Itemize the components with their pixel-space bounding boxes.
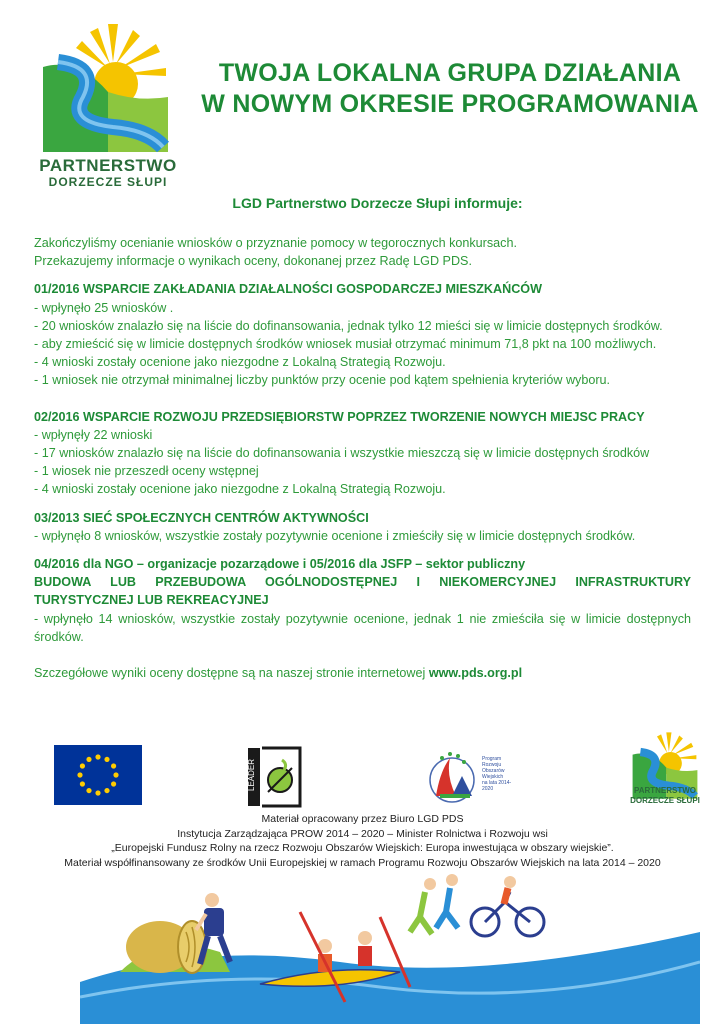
prow-line: na lata 2014-2020 xyxy=(482,780,512,792)
section-line: - 17 wniosków znalazło się na liście do dofinansowania i wszystkie mieszczą się w limicie dostępnych środków xyxy=(34,446,650,461)
river-activities-illustration xyxy=(80,872,700,1024)
section-line: - 4 wnioski zostały ocenione jako niezgodne z Lokalną Strategią Rozwoju. xyxy=(34,355,446,370)
eu-star-icon xyxy=(95,754,100,759)
eu-star-icon xyxy=(104,788,109,793)
small-logo-wordmark xyxy=(620,786,710,806)
website-link[interactable]: www.pds.org.pl xyxy=(428,666,523,681)
prow-line: Obszarów xyxy=(482,768,505,774)
eu-star-icon xyxy=(111,763,116,768)
section-line: - 4 wnioski zostały ocenione jako niezgodne z Lokalną Strategią Rozwoju. xyxy=(34,482,446,497)
eu-star-icon xyxy=(86,788,91,793)
section-line: - 1 wiosek nie przeszedł oceny wstępnej xyxy=(34,464,259,479)
eu-star-icon xyxy=(95,790,100,795)
details-text: Szczegółowe wyniki oceny dostępne są na naszej stronie internetowej xyxy=(34,666,429,681)
cyclist-icon xyxy=(471,876,544,936)
intro-line: Zakończyliśmy ocenianie wniosków o przyznanie pomocy w tegorocznych konkursach. xyxy=(34,236,517,250)
section-line: - wpłynęły 22 wnioski xyxy=(34,427,153,442)
section-title: 03/2013 SIEĆ SPOŁECZNYCH CENTRÓW AKTYWNOŚCI xyxy=(34,510,369,525)
eu-star-icon xyxy=(113,772,118,777)
eu-star-icon xyxy=(104,757,109,762)
eu-star-icon xyxy=(80,781,85,786)
section-line: - aby zmieścić się w limicie dostępnych środków wniosek musiał otrzymać minimum 71,8 pkt na 100 możliwych. xyxy=(34,337,657,352)
small-logo-line2: DORZECZE SŁUPI xyxy=(630,796,700,805)
intro-line: Przekazujemy informacje o wynikach oceny, dokonanej przez Radę LGD PDS. xyxy=(34,254,472,269)
section-subtitle: BUDOWA LUB PRZEBUDOWA OGÓLNODOSTĘPNEJ I NIEKOMERCYJNEJ INFRASTRUKTURY TURYSTYCZNEJ LUB REKREACYJNEJ xyxy=(34,575,691,608)
logo-wordmark xyxy=(38,157,178,191)
details-line xyxy=(34,664,691,682)
title-line1: TWOJA LOKALNA GRUPA DZIAŁANIA xyxy=(218,59,682,87)
prow-line: Rozwoju xyxy=(482,762,502,768)
section-line: - wpłynęło 8 wniosków, wszystkie zostały pozytywnie ocenione i zmieściły się w limicie dostępnych środków. xyxy=(34,528,636,543)
section-title: 04/2016 dla NGO – organizacje pozarządowe i 05/2016 dla JSFP – sektor publiczny xyxy=(34,557,526,572)
logo-line1: PARTNERSTWO xyxy=(39,156,177,175)
prow-line: Program xyxy=(482,756,502,762)
announcement-body xyxy=(34,234,691,682)
eu-star-icon xyxy=(111,781,116,786)
river-sun-logo-icon xyxy=(38,22,173,152)
eu-star-icon xyxy=(86,757,91,762)
footer-line: Instytucja Zarządzająca PROW 2014 – 2020 – Minister Rolnictwa i Rozwoju wsi xyxy=(177,827,548,840)
section-line: - 20 wniosków znalazło się na liście do dofinansowania, jednak tylko 12 mieści się w limicie dostępnych środków. xyxy=(34,318,663,333)
leader-label: LEADER xyxy=(247,758,256,791)
prow-line: Wiejskich xyxy=(482,774,504,780)
section-line: - wpłynęło 25 wniosków . xyxy=(34,300,174,315)
inform-heading: LGD Partnerstwo Dorzecze Słupi informuje: xyxy=(232,195,523,211)
small-logo-line1: PARTNERSTWO xyxy=(633,786,697,795)
section-line: - wpłynęło 14 wniosków, wszystkie zostały pozytywnie ocenione, jednak 1 nie zmieściła się w limicie dostępnych środków. xyxy=(34,611,691,644)
footer-line: Materiał opracowany przez Biuro LGD PDS xyxy=(261,813,464,825)
title-line2: W NOWYM OKRESIE PROGRAMOWANIA xyxy=(201,90,699,118)
prow-logo xyxy=(422,746,522,808)
prow-emblem-icon xyxy=(422,746,480,806)
footer-line: „Europejski Fundusz Rolny na rzecz Rozwoju Obszarów Wiejskich: Europa inwestująca w obszary wiejskie”. xyxy=(111,842,614,854)
prow-text xyxy=(482,756,522,792)
section-line: - 1 wniosek nie otrzymał minimalnej liczby punktów przy ocenie pod kątem spełnienia kryteriów wyboru. xyxy=(34,373,611,388)
hay-bale-icon xyxy=(126,921,206,973)
footer-line: Materiał współfinansowany ze środków Unii Europejskiej w ramach Programu Rozwoju Obszarów Wiejskich na lata 2014 – 2020 xyxy=(64,856,661,869)
eu-flag-icon xyxy=(54,745,142,805)
section-title: 01/2016 WSPARCIE ZAKŁADANIA DZIAŁALNOŚCI GOSPODARCZEJ MIESZKAŃCÓW xyxy=(34,282,542,297)
page-title xyxy=(200,58,700,120)
leader-logo-icon xyxy=(246,746,302,808)
logo-line2: DORZECZE SŁUPI xyxy=(48,175,168,189)
section-title: 02/2016 WSPARCIE ROZWOJU PRZEDSIĘBIORSTW POPRZEZ TWORZENIE NOWYCH MIEJSC PRACY xyxy=(34,409,645,424)
footer xyxy=(0,812,725,870)
eu-star-icon xyxy=(80,763,85,768)
eu-star-icon xyxy=(77,772,82,777)
pds-logo xyxy=(28,22,178,202)
runners-icon xyxy=(410,874,458,934)
